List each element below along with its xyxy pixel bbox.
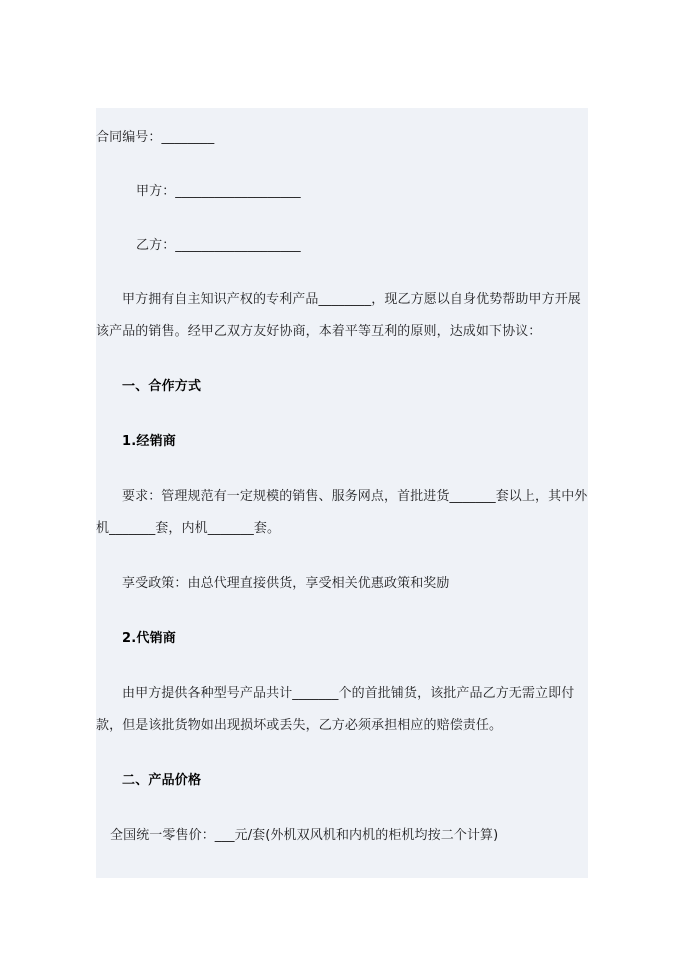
- party-a-line: 甲方：___________________: [136, 184, 301, 199]
- party-b-line: 乙方：___________________: [136, 238, 301, 253]
- preamble-paragraph: 甲方拥有自主知识产权的专利产品________，现乙方愿以自身优势帮助甲方开展该产品的销售。经甲乙双方友好协商，本着平等互利的原则，达成如下协议：: [96, 292, 581, 339]
- spacer-after-preamble: [96, 348, 588, 371]
- spacer-after-contract-number: [96, 154, 588, 176]
- spacer-after-item-1-heading: [96, 458, 588, 481]
- spacer-after-item-1-policy: [96, 600, 588, 623]
- section-one-heading: 一、合作方式: [122, 379, 202, 394]
- section-two-heading: 二、产品价格: [122, 773, 202, 788]
- spacer-after-party-b: [96, 262, 588, 284]
- item-2-heading: 2.代销商: [122, 631, 176, 646]
- section-two-price-paragraph: 全国统一零售价：___元/套(外机双风机和内机的柜机均按二个计算): [110, 828, 499, 843]
- item-1-heading: 1.经销商: [122, 434, 176, 449]
- spacer-after-item-2-body: [96, 742, 588, 765]
- spacer-after-section-two-heading: [96, 797, 588, 820]
- spacer-after-party-a: [96, 208, 588, 230]
- spacer-after-item-1-requirement: [96, 545, 588, 568]
- top-spacer: [96, 108, 588, 122]
- item-1-requirement-paragraph: 要求：管理规范有一定规模的销售、服务网点，首批进货_______套以上，其中外机_______套，内机_______套。: [96, 489, 588, 536]
- item-2-body-paragraph: 由甲方提供各种型号产品共计_______个的首批铺货，该批产品乙方无需立即付款，但是该批货物如出现损坏或丢失，乙方必须承担相应的赔偿责任。: [96, 686, 575, 733]
- document-content-block: [96, 108, 588, 878]
- contract-number-line: 合同编号：________: [96, 130, 215, 145]
- spacer-after-section-one-heading: [96, 403, 588, 426]
- spacer-after-item-2-heading: [96, 655, 588, 678]
- item-1-policy-paragraph: 享受政策：由总代理直接供货，享受相关优惠政策和奖励: [122, 576, 450, 591]
